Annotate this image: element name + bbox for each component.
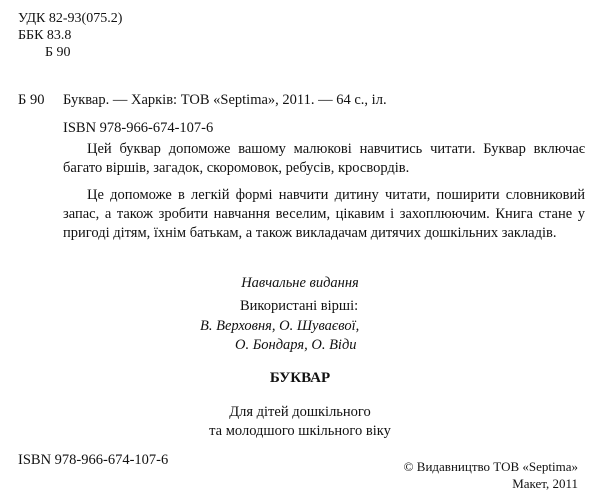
annotation-paragraph-1: Цей буквар допоможе вашому малюкові навчитись читати. Буквар включає багато віршів, загадок, скоромовок, ребусів, кросвордів. [63, 141, 585, 176]
bbk-code: ББК 83.8 [18, 28, 72, 43]
authors-line-2: О. Бондаря, О. Віди [235, 337, 357, 353]
classification-codes [18, 10, 122, 61]
bibliography-entry: Буквар. — Харків: ТОВ «Septima», 2011. — 64 с., іл. [63, 92, 387, 108]
bibliography-code: Б 90 [18, 92, 45, 108]
layout-note: Макет, 2011 [512, 476, 578, 491]
author-mark-code: Б 90 [45, 45, 71, 60]
udk-code: УДК 82-93(075.2) [18, 11, 123, 26]
isbn-bottom: ISBN 978-966-674-107-6 [18, 452, 169, 468]
publisher-info [404, 458, 578, 492]
authors-line-1: В. Верховня, О. Шуваєвої, [200, 318, 360, 334]
audience-line-1: Для дітей дошкільного [229, 404, 371, 420]
annotation-paragraph-2: Це допоможе в легкій формі навчити дитину читати, поширити словниковий запас, а також зробити навчання веселим, цікавим і захоплюючим. Книга стане у пригоді дітям, їхнім батькам, а також викладачам дитячих дошкільних закладів. [63, 187, 585, 241]
audience-line-2: та молодшого шкільного віку [209, 423, 391, 439]
copyright: © Видавництво ТОВ «Septima» [403, 459, 578, 474]
edition-type: Навчальне видання [241, 275, 359, 291]
used-poems-label: Використані вірші: [240, 298, 359, 314]
isbn-top: ISBN 978-966-674-107-6 [63, 120, 214, 136]
book-title: БУКВАР [269, 370, 331, 386]
